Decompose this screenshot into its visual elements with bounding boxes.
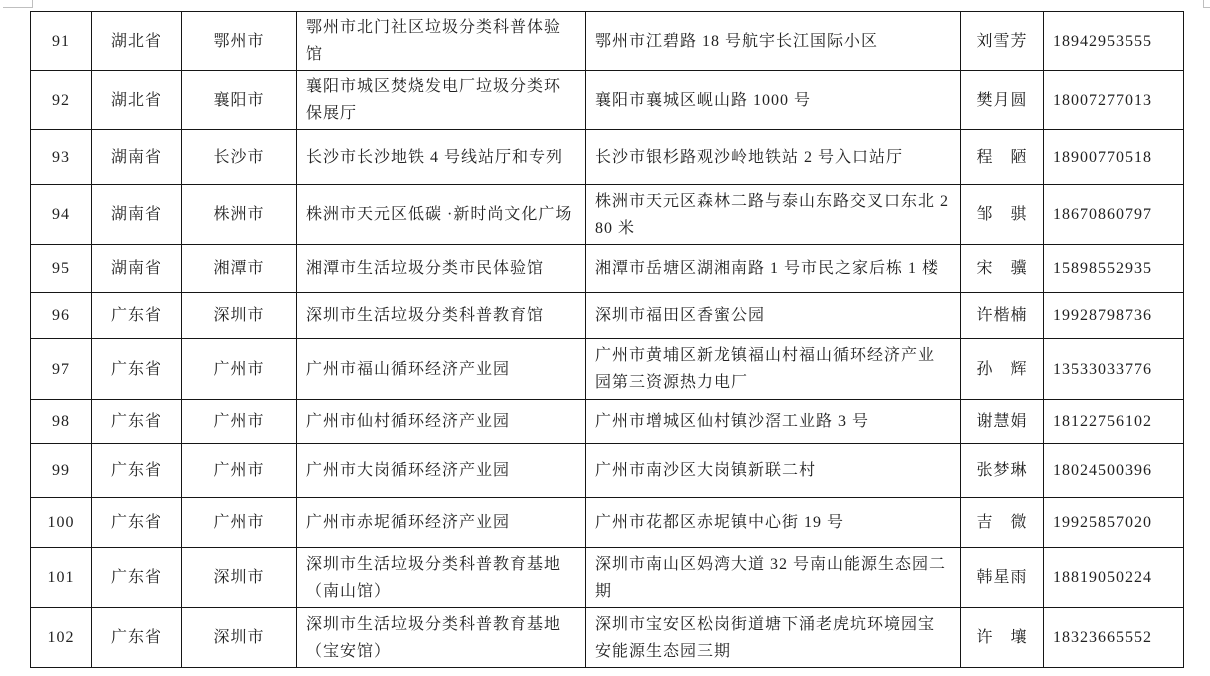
page-corner-mark-top-left — [32, 0, 33, 7]
province-cell: 广东省 — [92, 400, 182, 444]
city-cell: 广州市 — [182, 498, 297, 548]
facility-name-cell: 广州市仙村循环经济产业园 — [297, 400, 586, 444]
address-cell: 广州市南沙区大岗镇新联二村 — [586, 444, 961, 498]
phone-cell: 18900770518 — [1044, 130, 1184, 185]
row-number-cell: 97 — [31, 339, 92, 400]
contact-cell: 孙 辉 — [961, 339, 1044, 400]
row-number-cell: 98 — [31, 400, 92, 444]
facility-name-cell: 广州市福山循环经济产业园 — [297, 339, 586, 400]
province-cell: 湖北省 — [92, 71, 182, 130]
table-row — [31, 608, 1184, 668]
province-cell: 湖北省 — [92, 12, 182, 71]
city-cell: 深圳市 — [182, 608, 297, 668]
phone-cell: 18323665552 — [1044, 608, 1184, 668]
row-number-cell: 92 — [31, 71, 92, 130]
address-cell: 鄂州市江碧路 18 号航宇长江国际小区 — [586, 12, 961, 71]
address-cell: 湘潭市岳塘区湖湘南路 1 号市民之家后栋 1 楼 — [586, 245, 961, 293]
contact-cell: 邹 骐 — [961, 185, 1044, 245]
contact-cell: 谢慧娟 — [961, 400, 1044, 444]
address-cell: 株洲市天元区森林二路与泰山东路交叉口东北 280 米 — [586, 185, 961, 245]
phone-cell: 18670860797 — [1044, 185, 1184, 245]
row-number-cell: 102 — [31, 608, 92, 668]
address-cell: 广州市增城区仙村镇沙滘工业路 3 号 — [586, 400, 961, 444]
city-cell: 株洲市 — [182, 185, 297, 245]
table-row — [31, 339, 1184, 400]
phone-cell: 18007277013 — [1044, 71, 1184, 130]
province-cell: 广东省 — [92, 444, 182, 498]
row-number-cell: 100 — [31, 498, 92, 548]
province-cell: 湖南省 — [92, 130, 182, 185]
contact-cell: 程 陋 — [961, 130, 1044, 185]
city-cell: 湘潭市 — [182, 245, 297, 293]
province-cell: 广东省 — [92, 339, 182, 400]
facility-table — [30, 11, 1184, 668]
phone-cell: 18942953555 — [1044, 12, 1184, 71]
table-row — [31, 12, 1184, 71]
phone-cell: 19928798736 — [1044, 293, 1184, 339]
city-cell: 鄂州市 — [182, 12, 297, 71]
address-cell: 深圳市宝安区松岗街道塘下涌老虎坑环境园宝安能源生态园三期 — [586, 608, 961, 668]
row-number-cell: 101 — [31, 548, 92, 608]
phone-cell: 19925857020 — [1044, 498, 1184, 548]
city-cell: 深圳市 — [182, 293, 297, 339]
address-cell: 广州市花都区赤坭镇中心街 19 号 — [586, 498, 961, 548]
facility-name-cell: 鄂州市北门社区垃圾分类科普体验馆 — [297, 12, 586, 71]
page-corner-mark-top-right — [1203, 7, 1210, 8]
page-corner-mark-top-right — [1203, 0, 1204, 7]
city-cell: 襄阳市 — [182, 71, 297, 130]
row-number-cell: 91 — [31, 12, 92, 71]
city-cell: 广州市 — [182, 339, 297, 400]
facility-name-cell: 深圳市生活垃圾分类科普教育基地（宝安馆） — [297, 608, 586, 668]
facility-name-cell: 长沙市长沙地铁 4 号线站厅和专列 — [297, 130, 586, 185]
contact-cell: 吉 微 — [961, 498, 1044, 548]
province-cell: 广东省 — [92, 548, 182, 608]
table-row — [31, 293, 1184, 339]
table-row — [31, 130, 1184, 185]
city-cell: 深圳市 — [182, 548, 297, 608]
row-number-cell: 93 — [31, 130, 92, 185]
table-row — [31, 185, 1184, 245]
table-row — [31, 71, 1184, 130]
address-cell: 深圳市南山区妈湾大道 32 号南山能源生态园二期 — [586, 548, 961, 608]
province-cell: 广东省 — [92, 293, 182, 339]
contact-cell: 樊月圆 — [961, 71, 1044, 130]
row-number-cell: 99 — [31, 444, 92, 498]
phone-cell: 15898552935 — [1044, 245, 1184, 293]
city-cell: 长沙市 — [182, 130, 297, 185]
table-row — [31, 245, 1184, 293]
table-row — [31, 498, 1184, 548]
table-row — [31, 444, 1184, 498]
phone-cell: 18024500396 — [1044, 444, 1184, 498]
city-cell: 广州市 — [182, 400, 297, 444]
facility-name-cell: 深圳市生活垃圾分类科普教育基地（南山馆） — [297, 548, 586, 608]
address-cell: 深圳市福田区香蜜公园 — [586, 293, 961, 339]
contact-cell: 许 壤 — [961, 608, 1044, 668]
row-number-cell: 96 — [31, 293, 92, 339]
province-cell: 湖南省 — [92, 185, 182, 245]
address-cell: 广州市黄埔区新龙镇福山村福山循环经济产业园第三资源热力电厂 — [586, 339, 961, 400]
province-cell: 广东省 — [92, 608, 182, 668]
row-number-cell: 95 — [31, 245, 92, 293]
phone-cell: 13533033776 — [1044, 339, 1184, 400]
city-cell: 广州市 — [182, 444, 297, 498]
contact-cell: 张梦琳 — [961, 444, 1044, 498]
contact-cell: 刘雪芳 — [961, 12, 1044, 71]
facility-name-cell: 广州市赤坭循环经济产业园 — [297, 498, 586, 548]
page-corner-mark-top-left — [3, 7, 33, 8]
province-cell: 广东省 — [92, 498, 182, 548]
address-cell: 襄阳市襄城区岘山路 1000 号 — [586, 71, 961, 130]
facility-name-cell: 襄阳市城区焚烧发电厂垃圾分类环保展厅 — [297, 71, 586, 130]
contact-cell: 韩星雨 — [961, 548, 1044, 608]
table-row — [31, 548, 1184, 608]
phone-cell: 18819050224 — [1044, 548, 1184, 608]
contact-cell: 许楷楠 — [961, 293, 1044, 339]
facility-name-cell: 广州市大岗循环经济产业园 — [297, 444, 586, 498]
facility-name-cell: 深圳市生活垃圾分类科普教育馆 — [297, 293, 586, 339]
province-cell: 湖南省 — [92, 245, 182, 293]
table-row — [31, 400, 1184, 444]
address-cell: 长沙市银杉路观沙岭地铁站 2 号入口站厅 — [586, 130, 961, 185]
facility-name-cell: 株洲市天元区低碳 ·新时尚文化广场 — [297, 185, 586, 245]
phone-cell: 18122756102 — [1044, 400, 1184, 444]
facility-name-cell: 湘潭市生活垃圾分类市民体验馆 — [297, 245, 586, 293]
contact-cell: 宋 骥 — [961, 245, 1044, 293]
row-number-cell: 94 — [31, 185, 92, 245]
